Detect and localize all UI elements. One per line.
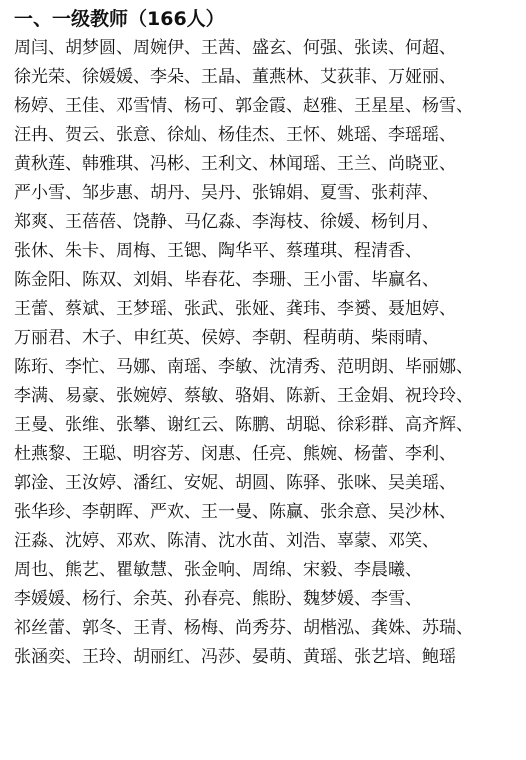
name-line: 郭淦、王汝婷、潘红、安妮、胡圆、陈驿、张咪、吴美瑶、 [14, 473, 456, 493]
teacher-name-list [14, 34, 520, 672]
section-heading: 一、一级教师（166人） [14, 8, 225, 30]
name-line: 万丽君、木子、申红英、侯婷、李朝、程萌萌、柴雨晴、 [14, 328, 439, 348]
name-line: 周也、熊艺、瞿敏慧、张金响、周绵、宋毅、李晨曦、 [14, 560, 422, 580]
name-line: 黄秋莲、韩雅琪、冯彬、王利文、林闻瑶、王兰、尚晓亚、 [14, 154, 456, 174]
name-line: 陈金阳、陈双、刘娟、毕春花、李珊、王小雷、毕赢名、 [14, 270, 439, 290]
name-line: 李媛媛、杨行、余英、孙春亮、熊盼、魏梦媛、李雪、 [14, 589, 422, 609]
name-line: 汪冉、贺云、张意、徐灿、杨佳杰、王怀、姚瑶、李瑶瑶、 [14, 125, 456, 145]
name-line: 张休、朱卡、周梅、王锶、陶华平、蔡瑾琪、程清香、 [14, 241, 422, 261]
name-line: 徐光荣、徐媛媛、李朵、王晶、董燕林、艾荻菲、万娅丽、 [14, 67, 456, 87]
name-line: 张华珍、李朝晖、严欢、王一曼、陈赢、张余意、吴沙林、 [14, 502, 456, 522]
name-line: 杨婷、王佳、邓雪情、杨可、郭金霞、赵雅、王星星、杨雪、 [14, 96, 473, 116]
name-line: 祁丝蕾、郭冬、王青、杨梅、尚秀芬、胡楷泓、龚姝、苏瑞、 [14, 618, 473, 638]
name-line: 陈珩、李忙、马娜、南瑶、李敏、沈清秀、范明朗、毕丽娜、 [14, 357, 473, 377]
document-body [14, 4, 520, 672]
name-line: 王曼、张维、张攀、谢红云、陈鹏、胡聪、徐彩群、高齐辉、 [14, 415, 473, 435]
name-line: 张涵奕、王玲、胡丽红、冯莎、晏萌、黄瑶、张艺培、鲍瑶 [14, 647, 456, 667]
name-line: 严小雪、邹步惠、胡丹、吴丹、张锦娟、夏雪、张莉萍、 [14, 183, 439, 203]
name-line: 王蕾、蔡斌、王梦瑶、张武、张娅、龚玮、李赟、聂旭婷、 [14, 299, 456, 319]
name-line: 李满、易豪、张婉婷、蔡敏、骆娟、陈新、王金娟、祝玲玲、 [14, 386, 473, 406]
name-line: 汪淼、沈婷、邓欢、陈清、沈水苗、刘浩、辜蒙、邓笑、 [14, 531, 439, 551]
name-line: 郑爽、王蓓蓓、饶静、马亿淼、李海枝、徐媛、杨钊月、 [14, 212, 439, 232]
name-line: 周闫、胡梦圆、周婉伊、王茜、盛玄、何强、张读、何超、 [14, 38, 456, 58]
name-line: 杜燕黎、王聪、明容芳、闵惠、任亮、熊婉、杨蕾、李利、 [14, 444, 456, 464]
